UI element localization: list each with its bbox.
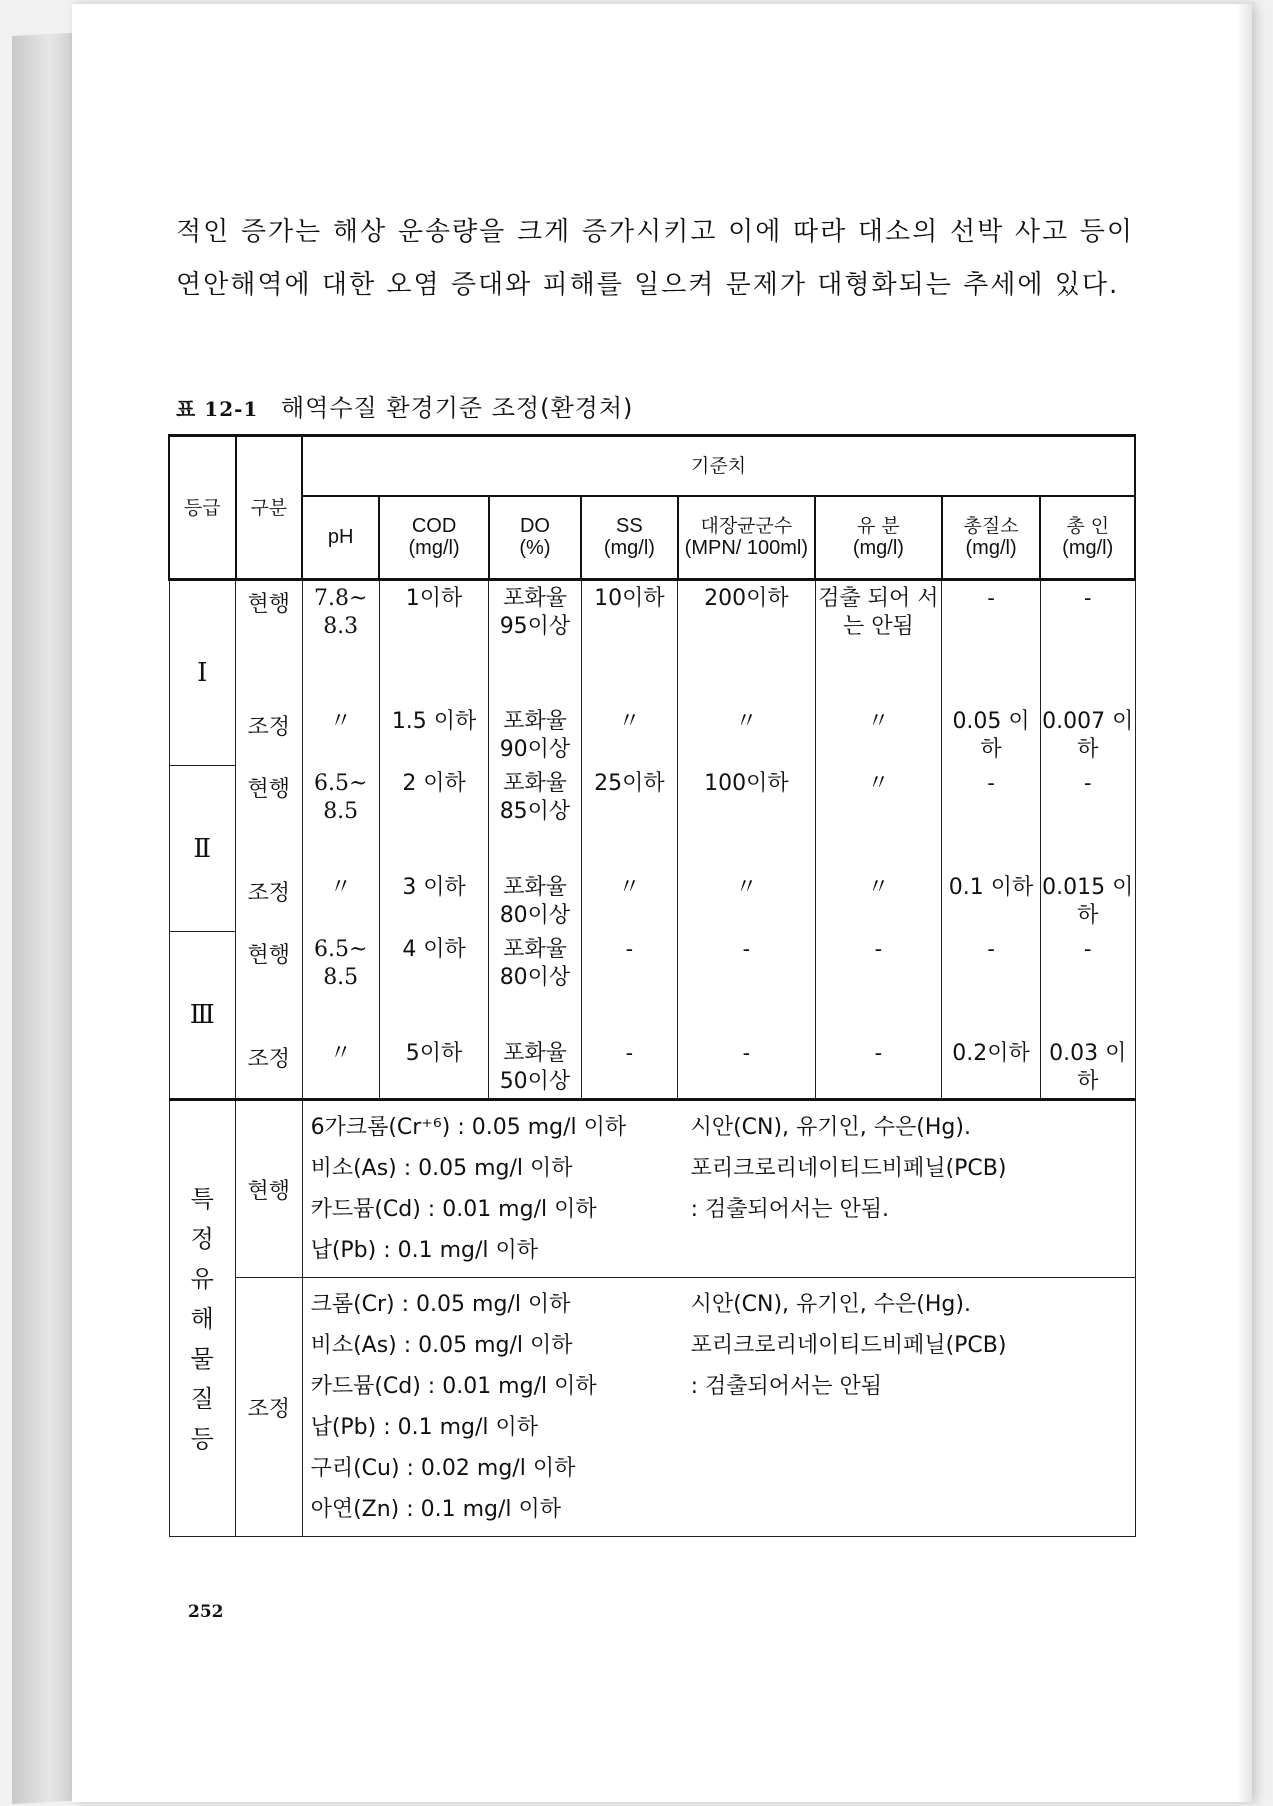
value-cell: 포화율 80이상: [489, 932, 581, 1036]
column-header: [302, 496, 379, 580]
value-cell: -: [678, 1036, 815, 1100]
special-label-char: 질: [190, 1384, 214, 1413]
book-edge: [12, 33, 74, 1804]
value-cell: 6.5~ 8.5: [302, 766, 379, 870]
value-cell: -: [581, 1036, 678, 1100]
value-cell: -: [1040, 580, 1135, 704]
table-caption-title: 해역수질 환경기준 조정(환경처): [280, 394, 634, 422]
table-caption-number: 표 12-1: [176, 397, 259, 421]
substance-limit-item: 아연(Zn) : 0.1 mg/l 이하: [310, 1497, 562, 1522]
column-header-name: 총 인: [1066, 515, 1110, 538]
column-header-unit: (MPN/ 100ml): [684, 537, 809, 560]
value-cell: -: [1040, 766, 1135, 870]
value-cell: 포화율 80이상: [489, 870, 581, 932]
column-header-name: COD: [411, 515, 457, 538]
special-label-char: 특: [190, 1184, 214, 1213]
value-cell: -: [1040, 932, 1135, 1036]
table-row: [169, 870, 1135, 932]
value-cell: 4 이하: [379, 932, 488, 1036]
substance-prohibited-item: : 검출되어서는 안됨.: [690, 1197, 889, 1222]
substance-limit-item: 비소(As) : 0.05 mg/l 이하: [310, 1333, 573, 1358]
value-cell: 2 이하: [379, 766, 488, 870]
value-cell: 1.5 이하: [379, 704, 488, 766]
column-header-unit: (mg/l): [852, 537, 904, 560]
substance-limit-item: 비소(As) : 0.05 mg/l 이하: [310, 1156, 573, 1181]
special-row-adjusted: [169, 1278, 1135, 1537]
value-cell: 포화율 85이상: [489, 766, 581, 870]
category-cell: 조정: [236, 870, 303, 932]
special-row-current: [169, 1100, 1135, 1278]
value-cell: 〃: [302, 704, 379, 766]
table-row: [169, 1036, 1135, 1100]
substance-limit-item: 크롬(Cr) : 0.05 mg/l 이하: [310, 1292, 571, 1317]
column-header-unit: (mg/l): [408, 537, 460, 560]
value-cell: 포화율 90이상: [489, 704, 581, 766]
substance-prohibited-item: 시안(CN), 유기인, 수은(Hg).: [690, 1115, 971, 1140]
column-header-name: SS: [616, 515, 643, 538]
category-cell: 현행: [236, 932, 303, 1036]
substance-prohibited-item: 시안(CN), 유기인, 수은(Hg).: [690, 1292, 971, 1317]
table-row: [169, 932, 1135, 1036]
column-header: [581, 496, 678, 580]
value-cell: 〃: [581, 870, 678, 932]
special-label-char: 유: [190, 1264, 214, 1293]
value-cell: 0.007 이하: [1040, 704, 1135, 766]
value-cell: 〃: [815, 766, 942, 870]
special-list-adjusted: [302, 1278, 1135, 1537]
value-cell: -: [815, 932, 942, 1036]
special-list-current: [302, 1100, 1135, 1278]
value-cell: 100이하: [678, 766, 815, 870]
value-cell: -: [942, 932, 1041, 1036]
column-header: [1040, 496, 1135, 580]
value-cell: 〃: [302, 1036, 379, 1100]
value-cell: 200이하: [678, 580, 815, 704]
value-cell: 포화율 50이상: [489, 1036, 581, 1100]
column-header-name: 총질소: [963, 515, 1019, 538]
column-header: [815, 496, 942, 580]
column-header: [489, 496, 581, 580]
column-header-unit: (mg/l): [1062, 537, 1114, 560]
value-cell: -: [942, 766, 1041, 870]
category-cell: 현행: [236, 766, 303, 870]
value-cell: 5이하: [379, 1036, 488, 1100]
page-number: 252: [188, 1602, 224, 1622]
category-cell: 조정: [236, 704, 303, 766]
value-cell: 0.1 이하: [942, 870, 1041, 932]
substance-limit-item: 6가크롬(Cr⁺⁶) : 0.05 mg/l 이하: [310, 1115, 627, 1140]
value-cell: -: [581, 932, 678, 1036]
value-cell: 6.5~ 8.5: [302, 932, 379, 1036]
value-cell: 0.2이하: [942, 1036, 1041, 1100]
table-row: [169, 704, 1135, 766]
value-cell: 〃: [815, 704, 942, 766]
special-label-char: 해: [190, 1304, 214, 1333]
page-shade: [1236, 4, 1252, 1802]
special-category-cell: 현행: [236, 1100, 303, 1278]
value-cell: 〃: [678, 704, 815, 766]
value-cell: 7.8~ 8.3: [302, 580, 379, 704]
category-cell: 현행: [236, 580, 303, 704]
special-substances-label: [169, 1100, 236, 1537]
value-cell: 1이하: [379, 580, 488, 704]
special-label-char: 등: [190, 1424, 214, 1453]
grade-cell: Ⅱ: [169, 766, 236, 932]
column-header-name: pH: [327, 526, 354, 549]
column-header-name: DO: [519, 515, 550, 538]
value-cell: 0.015 이하: [1040, 870, 1135, 932]
value-cell: 25이하: [581, 766, 678, 870]
special-label-char: 물: [190, 1344, 214, 1373]
substance-limit-item: 카드뮴(Cd) : 0.01 mg/l 이하: [310, 1197, 597, 1222]
value-cell: -: [678, 932, 815, 1036]
value-cell: 〃: [678, 870, 815, 932]
substance-limit-item: 구리(Cu) : 0.02 mg/l 이하: [310, 1456, 576, 1481]
column-header-name: 대장균군수: [700, 515, 793, 538]
substance-prohibited-item: : 검출되어서는 안됨: [690, 1374, 882, 1399]
value-cell: 0.03 이하: [1040, 1036, 1135, 1100]
value-cell: 〃: [581, 704, 678, 766]
intro-paragraph: 적인 증가는 해상 운송량을 크게 증가시키고 이에 따라 대소의 선박 사고 등이 연안해역에 대한 오염 증대와 피해를 일으켜 문제가 대형화되는 추세에 있다.: [176, 217, 1134, 300]
substance-limit-item: 납(Pb) : 0.1 mg/l 이하: [310, 1238, 539, 1263]
column-header-unit: (%): [519, 537, 551, 560]
column-header: [942, 496, 1041, 580]
value-cell: -: [942, 580, 1041, 704]
column-header-unit: (mg/l): [965, 537, 1017, 560]
table-row: [169, 766, 1135, 870]
value-cell: 3 이하: [379, 870, 488, 932]
value-cell: 0.05 이하: [942, 704, 1041, 766]
column-header-name: 유 분: [856, 515, 900, 538]
table-row: [169, 580, 1135, 704]
header-criteria: 기준치: [302, 436, 1135, 496]
column-header: [678, 496, 815, 580]
value-cell: 10이하: [581, 580, 678, 704]
header-category: 구분: [236, 436, 303, 580]
special-label-char: 정: [190, 1224, 214, 1253]
header-grade: 등급: [169, 436, 236, 580]
value-cell: 〃: [815, 870, 942, 932]
value-cell: 포화율 95이상: [489, 580, 581, 704]
table-caption: [176, 388, 633, 423]
value-cell: 〃: [302, 870, 379, 932]
water-quality-table: [168, 434, 1136, 1537]
column-header-unit: (mg/l): [603, 537, 655, 560]
grade-cell: I: [169, 580, 236, 766]
special-category-cell: 조정: [236, 1278, 303, 1537]
substance-limit-item: 납(Pb) : 0.1 mg/l 이하: [310, 1415, 539, 1440]
substance-prohibited-item: 포리크로리네이티드비페닐(PCB): [690, 1156, 1007, 1181]
substance-limit-item: 카드뮴(Cd) : 0.01 mg/l 이하: [310, 1374, 597, 1399]
value-cell: -: [815, 1036, 942, 1100]
category-cell: 조정: [236, 1036, 303, 1100]
substance-prohibited-item: 포리크로리네이티드비페닐(PCB): [690, 1333, 1007, 1358]
grade-cell: Ⅲ: [169, 932, 236, 1100]
column-header: [379, 496, 488, 580]
value-cell: 검출 되어 서는 안됨: [815, 580, 942, 704]
